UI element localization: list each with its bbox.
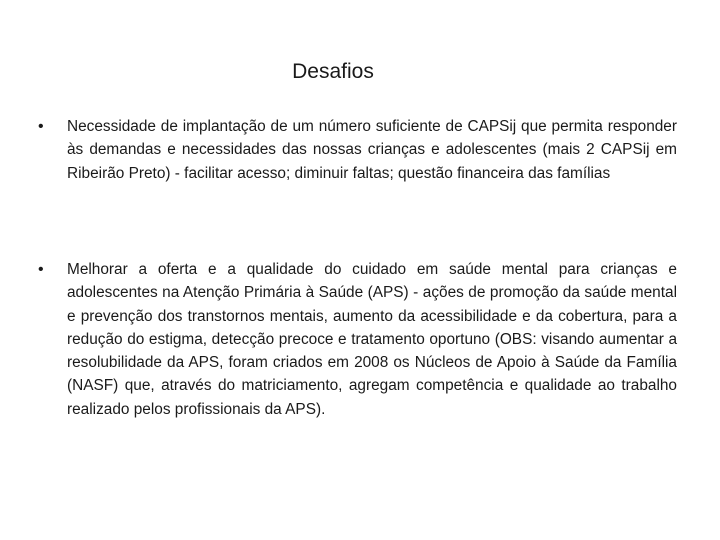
slide-title: Desafios	[292, 60, 374, 83]
bullet-icon: •	[38, 118, 44, 135]
bullet-text: Melhorar a oferta e a qualidade do cuidado em saúde mental para crianças e adolescentes na Atenção Primária à Saúde (APS) - ações de promoção da saúde mental e prevenção dos transtornos mentais, aumento da acessibilidade e da cobertura, para a redução do estigma, detecção precoce e tratamento oportuno (OBS: visando aumentar a resolubilidade da APS, foram criados em 2008 os Núcleos de Apoio à Saúde da Família (NASF) que, através do matriciamento, agregam competência e qualidade ao trabalho realizado pelos profissionais da APS).	[67, 261, 677, 418]
bullet-icon: •	[38, 261, 44, 278]
bullet-text: Necessidade de implantação de um número suficiente de CAPSij que permita responder às demandas e necessidades das nossas crianças e adolescentes (mais 2 CAPSij em Ribeirão Preto) - facilitar acesso; diminuir faltas; questão financeira das famílias	[67, 118, 677, 182]
